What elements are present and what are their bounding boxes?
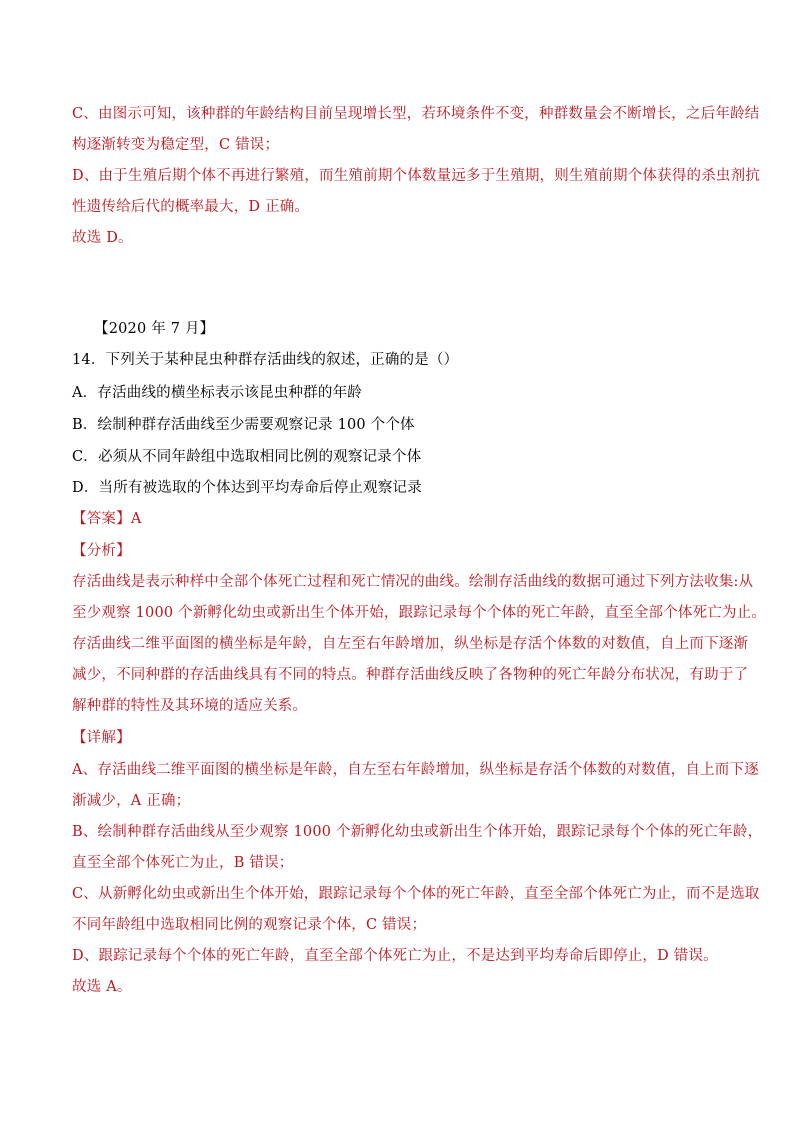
option-a: A．存活曲线的横坐标表示该昆虫种群的年龄	[72, 385, 362, 401]
detail-line-c2: 不同年龄组中选取相同比例的观察记录个体，C 错误；	[72, 917, 427, 933]
analysis-line-1: 存活曲线是表示种样中全部个体死亡过程和死亡情况的曲线。绘制存活曲线的数据可通过下列方法收集:从	[72, 574, 754, 590]
detail-line-c1: C、从新孵化幼虫或新出生个体开始，跟踪记录每个个体的死亡年龄，直至全部个体死亡为止，而不是选取	[72, 886, 760, 902]
detail-line-a2: 渐减少，A 正确；	[72, 793, 191, 809]
prev-detail-line-c2: 构逐渐转变为稳定型，C 错误；	[72, 137, 280, 153]
option-c: C．必须从不同年龄组中选取相同比例的观察记录个体	[72, 449, 422, 465]
detail-label: 【详解】	[72, 730, 131, 746]
date-tag: 【2020 年 7 月】	[94, 321, 215, 337]
final-choice: 故选 A。	[72, 979, 132, 995]
detail-line-d1: D、跟踪记录每个个体的死亡年龄，直至全部个体死亡为止，不是达到平均寿命后即停止，D 错误。	[72, 948, 718, 964]
analysis-line-5: 解种群的特性及其环境的适应关系。	[72, 698, 308, 714]
analysis-label: 【分析】	[72, 543, 131, 559]
prev-detail-line-c1: C、由图示可知，该种群的年龄结构目前呈现增长型，若环境条件不变，种群数量会不断增长，之后年龄结	[72, 106, 760, 122]
option-d: D．当所有被选取的个体达到平均寿命后停止观察记录	[72, 480, 422, 496]
answer-line	[72, 509, 141, 529]
detail-line-b2: 直至全部个体死亡为止，B 错误；	[72, 855, 294, 871]
prev-choice: 故选 D。	[72, 230, 133, 246]
answer-value: A	[130, 511, 142, 527]
analysis-line-2: 至少观察 1000 个新孵化幼虫或新出生个体开始，跟踪记录每个个体的死亡年龄，直至全部个体死亡为止。	[72, 605, 767, 621]
prev-detail-line-d2: 性遗传给后代的概率最大，D 正确。	[72, 199, 310, 215]
question-stem: 14．下列关于某种昆虫种群存活曲线的叙述，正确的是（）	[72, 352, 459, 368]
answer-label: 【答案】	[72, 511, 131, 527]
option-b: B．绘制种群存活曲线至少需要观察记录 100 个个体	[72, 417, 415, 433]
prev-detail-line-d1: D、由于生殖后期个体不再进行繁殖，而生殖前期个体数量远多于生殖期，则生殖前期个体获得的杀虫剂抗	[72, 168, 761, 184]
analysis-line-4: 减少，不同种群的存活曲线具有不同的特点。种群存活曲线反映了各物种的死亡年龄分布状况，有助于了	[72, 667, 749, 683]
detail-line-a1: A、存活曲线二维平面图的横坐标是年龄，自左至右年龄增加，纵坐标是存活个体数的对数值，自上而下逐	[72, 762, 759, 778]
detail-line-b1: B、绘制种群存活曲线从至少观察 1000 个新孵化幼虫或新出生个体开始，跟踪记录每个个体的死亡年龄，	[72, 824, 763, 840]
analysis-line-3: 存活曲线二维平面图的横坐标是年龄，自左至右年龄增加，纵坐标是存活个体数的对数值，自上而下逐渐	[72, 636, 749, 652]
